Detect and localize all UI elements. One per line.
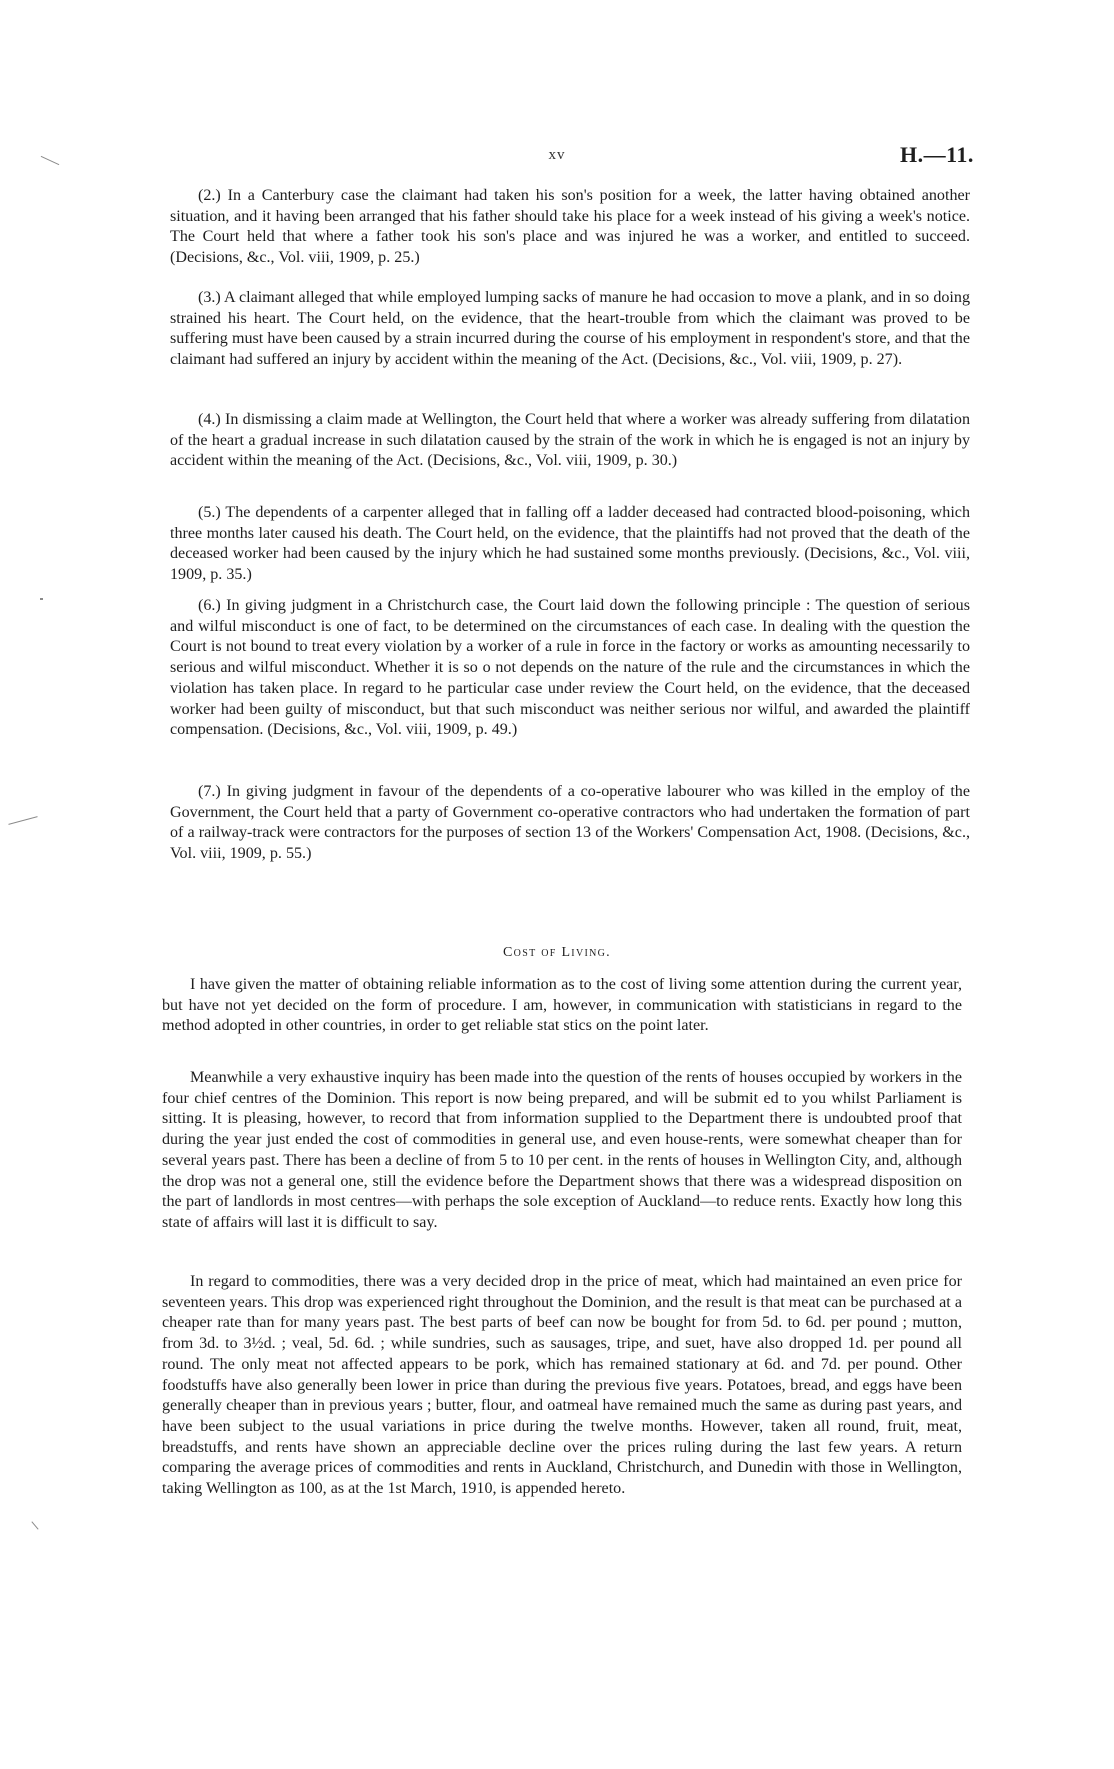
case-paragraph-3: (3.) A claimant alleged that while employed lumping sacks of manure he had occasion to move a plank, and in so doing strained his heart. The Court held, on the evidence, that the heart-trouble from which the claimant was proved to be suffering must have been caused by a strain incurred during the course of his employment in respondent's store, and that the claimant had suffered an injury by accident within the meaning of the Act. (Decisions, &c., Vol. viii, 1909, p. 27). [170, 289, 970, 369]
cost-of-living-paragraph-3: In regard to commodities, there was a very decided drop in the price of meat, which had maintained an even price for seventeen years. This drop was experienced right throughout the Dominion, and the result is that meat can be purchased at a cheaper rate than for many years past. The best parts of beef can now be bought for from 5d. to 6d. per pound ; mutton, from 3d. to 3½d. ; veal, 5d. 6d. ; while sundries, such as sausages, tripe, and suet, have also dropped 1d. per pound all round. The only meat not affected appears to be pork, which has remained stationary at 6d. and 7d. per pound. Other foodstuffs have also generally been lower in price than during the previous five years. Potatoes, bread, and eggs have been generally cheaper than in previous years ; butter, flour, and oatmeal have remained much the same as during past years, and have been subject to the usual variations in price during the twelve months. However, taken all round, fruit, meat, breadstuffs, and rents have shown an appreciable decline over the prices ruling during the last few years. A return comparing the average prices of commodities and rents in Auckland, Christchurch, and Dunedin with those in Wellington, taking Wellington as 100, as at the 1st March, 1910, is appended hereto. [162, 1273, 962, 1498]
case-paragraph-5: (5.) The dependents of a carpenter alleged that in falling off a ladder deceased had contracted blood-poisoning, which three months later caused his death. The Court held, on the evidence, that the plaintiffs had not proved that the death of the deceased worker had been caused by the injury which he had sustained some months previously. (Decisions, &c., Vol. viii, 1909, p. 35.) [170, 504, 970, 584]
case-paragraph-7: (7.) In giving judgment in favour of the dependents of a co-operative labourer who was killed in the employ of the Government, the Court held that a party of Government co-operative contractors who had undertaken the formation of part of a railway-track were contractors for the purposes of section 13 of the Workers' Compensation Act, 1908. (Decisions, &c., Vol. viii, 1909, p. 55.) [170, 783, 970, 863]
cost-of-living-paragraph-2: Meanwhile a very exhaustive inquiry has been made into the question of the rents of houses occupied by workers in the four chief centres of the Dominion. This report is now being prepared, and will be submit ed to you whilst Parliament is sitting. It is pleasing, however, to record that from information supplied to the Department there is undoubted proof that during the year just ended the cost of commodities in general use, and even house-rents, were somewhat cheaper than for several years past. There has been a decline of from 5 to 10 per cent. in the rents of houses in Wellington City, and, although the drop was not a general one, still the evidence before the Department shows that there was a widespread disposition on the part of landlords in most centres—with perhaps the sole exception of Auckland—to reduce rents. Exactly how long this state of affairs will last it is difficult to say. [162, 1069, 962, 1231]
case-paragraph-4: (4.) In dismissing a claim made at Wellington, the Court held that where a worker was already suffering from dilatation of the heart a gradual increase in such dilatation caused by the strain of the work in which he is engaged is not an injury by accident within the meaning of the Act. (Decisions, &c., Vol. viii, 1909, p. 30.) [170, 411, 970, 470]
document-reference: H.—11. [900, 142, 974, 167]
case-paragraph-6: (6.) In giving judgment in a Christchurch case, the Court laid down the following principle : The question of serious and wilful misconduct is one of fact, to be determined on the circumstances of each case. In dealing with the question the Court is not bound to treat every violation by a worker of a rule in force in the factory or works as amounting necessarily to serious and wilful misconduct. Whether it is so o not depends on the nature of the rule and the circumstances in which the violation has taken place. In regard to he particular case under review the Court held, on the evidence, that the deceased worker had been guilty of misconduct, but that such misconduct was neither serious nor wilful, and awarded the plaintiff compensation. (Decisions, &c., Vol. viii, 1909, p. 49.) [170, 597, 970, 739]
section-heading-cost-of-living: Cost of Living. [503, 945, 611, 960]
scan-mark [40, 598, 43, 600]
cost-of-living-paragraph-1: I have given the matter of obtaining reliable information as to the cost of living some attention during the current year, but have not yet decided on the form of procedure. I am, however, in communication with statisticians in regard to the method adopted in other countries, in order to get reliable stat stics on the point later. [162, 976, 962, 1035]
scan-mark [8, 816, 37, 825]
page-number: xv [548, 147, 566, 163]
scan-mark [31, 1521, 38, 1529]
case-paragraph-2: (2.) In a Canterbury case the claimant had taken his son's position for a week, the latter having obtained another situation, and it having been arranged that his father should take his place for a week instead of his giving a week's notice. The Court held that where a father took his son's place and was injured he was a worker, and entitled to succeed. (Decisions, &c., Vol. viii, 1909, p. 25.) [170, 187, 970, 267]
